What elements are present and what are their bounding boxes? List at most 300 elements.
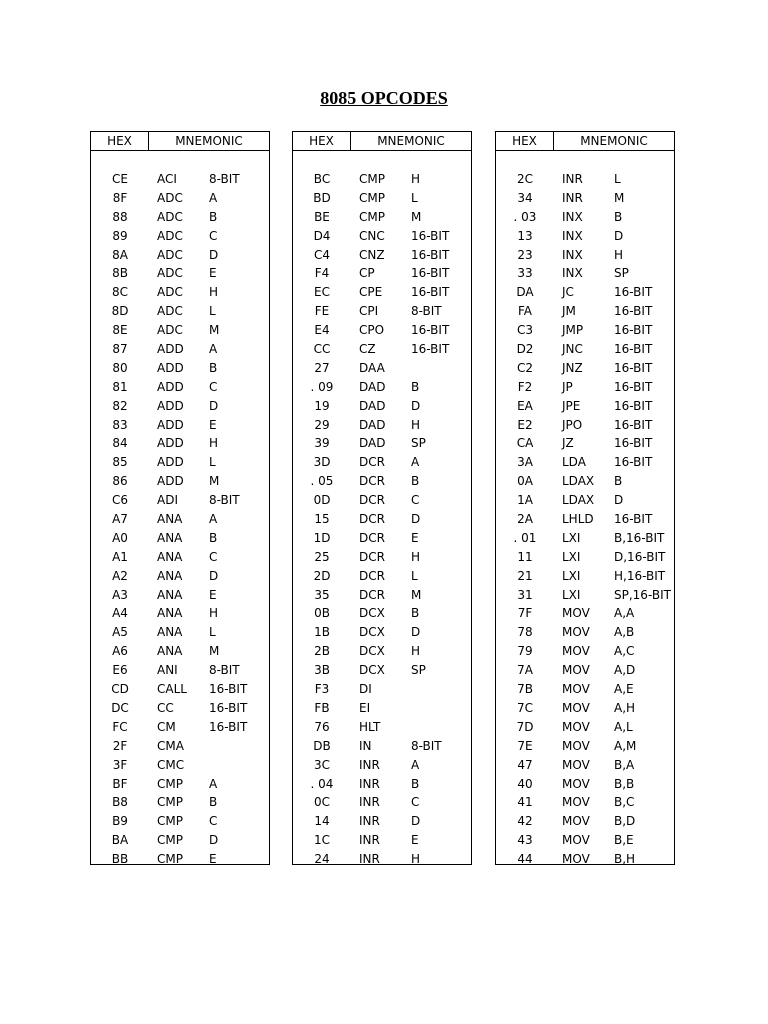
mnemonic: ANA (157, 568, 183, 583)
header-mnemonic: MNEMONIC (175, 134, 243, 148)
hex-code: 33 (517, 266, 533, 281)
mnemonic: CMP (359, 190, 385, 205)
table-row (496, 246, 674, 265)
operand: H (411, 417, 421, 432)
operand: 16-BIT (411, 323, 450, 338)
hex-code: 8F (112, 190, 128, 205)
mnemonic: MOV (562, 625, 590, 640)
operand: B (614, 474, 623, 489)
hex-code: A2 (112, 568, 128, 583)
hex-code: 19 (314, 398, 330, 413)
operand: L (209, 304, 216, 319)
operand: 16-BIT (614, 417, 653, 432)
mnemonic: ADD (157, 379, 184, 394)
table-row (91, 812, 269, 831)
mnemonic: INR (562, 172, 583, 186)
page-title: 8085 OPCODES (320, 88, 448, 108)
table-row (91, 850, 269, 869)
mnemonic: ADC (157, 190, 183, 205)
mnemonic: JZ (562, 436, 574, 451)
operand: A,M (614, 738, 637, 753)
operand: A (209, 512, 218, 527)
hex-code: 80 (112, 360, 128, 375)
mnemonic: CNZ (359, 247, 385, 262)
mnemonic: CMP (157, 814, 183, 829)
mnemonic: DCX (359, 663, 385, 678)
table-row (91, 718, 269, 737)
hex-code: 8B (112, 266, 128, 281)
table-row (91, 529, 269, 548)
table-row (293, 642, 471, 661)
operand: D (411, 398, 421, 413)
operand: M (411, 587, 422, 602)
operand: E (209, 266, 217, 281)
hex-code: 2A (517, 512, 533, 527)
hex-code: 8D (111, 304, 129, 319)
table-row (91, 321, 269, 340)
operand: M (411, 209, 422, 224)
table-row (496, 302, 674, 321)
table-row (293, 472, 471, 491)
hex-code: 7C (516, 700, 533, 715)
hex-code: 0C (313, 795, 330, 810)
hex-code: CA (516, 436, 534, 451)
hex-code: EC (314, 285, 330, 300)
table-row (496, 529, 674, 548)
operand: 16-BIT (614, 323, 653, 338)
hex-code: 2C (516, 172, 533, 186)
operand: 16-BIT (209, 700, 248, 715)
table-row (293, 321, 471, 340)
hex-code: 86 (112, 474, 128, 489)
hex-code: D2 (516, 342, 534, 357)
operand: B (411, 474, 420, 489)
operand: B (209, 530, 218, 545)
operand: H (209, 606, 219, 621)
table-row (293, 623, 471, 642)
mnemonic: HLT (359, 719, 381, 734)
table-row (293, 737, 471, 756)
hex-code: 0D (313, 493, 331, 508)
table-row (293, 359, 471, 378)
operand: 8-BIT (209, 493, 240, 508)
mnemonic: JPO (562, 417, 583, 432)
table-row (496, 812, 674, 831)
operand: A,H (614, 700, 636, 715)
hex-code: BD (313, 190, 331, 205)
table-row (91, 699, 269, 718)
operand: C (411, 795, 420, 810)
hex-code: A5 (112, 625, 128, 640)
hex-code: A1 (112, 549, 128, 564)
table-row (91, 189, 269, 208)
mnemonic: MOV (562, 814, 590, 829)
hex-code: . 03 (513, 209, 537, 224)
hex-code: 35 (314, 587, 330, 602)
operand: B,A (614, 757, 635, 772)
mnemonic: ANA (157, 587, 183, 602)
mnemonic: LDAX (562, 474, 595, 489)
mnemonic: LXI (562, 530, 581, 545)
table-row (91, 434, 269, 453)
table-row (91, 642, 269, 661)
operand: 16-BIT (209, 719, 248, 734)
hex-code: CE (112, 172, 128, 186)
operand: A,C (614, 644, 635, 659)
mnemonic: DAA (359, 360, 385, 375)
table-row (91, 472, 269, 491)
table-body (496, 170, 674, 869)
table-row (496, 359, 674, 378)
mnemonic: MOV (562, 757, 590, 772)
mnemonic: MOV (562, 644, 590, 659)
hex-code: 31 (517, 587, 533, 602)
header-mnemonic: MNEMONIC (377, 134, 445, 148)
operand: 16-BIT (614, 304, 653, 319)
operand: SP (411, 663, 426, 678)
operand: C (209, 228, 218, 243)
hex-code: 21 (517, 568, 533, 583)
hex-code: 7A (517, 663, 533, 678)
operand: B (209, 209, 218, 224)
hex-code: 85 (112, 455, 128, 470)
hex-code: D4 (313, 228, 331, 243)
mnemonic: DAD (359, 436, 386, 451)
mnemonic: INX (562, 266, 583, 281)
operand: D (614, 493, 624, 508)
table-row (91, 510, 269, 529)
hex-code: C4 (313, 247, 330, 262)
mnemonic: LXI (562, 549, 581, 564)
operand: D (411, 512, 421, 527)
hex-code: 23 (517, 247, 533, 262)
hex-code: C3 (516, 323, 533, 338)
table-row (496, 756, 674, 775)
hex-code: . 04 (310, 776, 334, 791)
operand: M (209, 323, 220, 338)
operand: 16-BIT (411, 266, 450, 281)
operand: A (411, 757, 420, 772)
table-row (293, 434, 471, 453)
hex-code: 3F (112, 757, 128, 772)
table-row (496, 416, 674, 435)
operand: M (209, 474, 220, 489)
mnemonic: ANA (157, 530, 183, 545)
table-row (496, 321, 674, 340)
operand: D (411, 625, 421, 640)
table-row (496, 434, 674, 453)
table-row (496, 453, 674, 472)
hex-code: A0 (112, 530, 128, 545)
mnemonic: JPE (562, 398, 581, 413)
table-row (496, 510, 674, 529)
table-row (293, 170, 471, 189)
table-row (91, 208, 269, 227)
operand: C (209, 814, 218, 829)
table-row (91, 793, 269, 812)
table-row (91, 397, 269, 416)
table-header (293, 132, 471, 151)
hex-code: 41 (517, 795, 533, 810)
operand: B,E (614, 833, 634, 848)
table-row (293, 831, 471, 850)
table-row (91, 586, 269, 605)
operand: B,H (614, 852, 636, 867)
mnemonic: CMP (157, 852, 183, 867)
table-row (496, 604, 674, 623)
table-row (91, 548, 269, 567)
operand: H (411, 644, 421, 659)
mnemonic: CMP (157, 776, 183, 791)
mnemonic: CPE (359, 285, 383, 300)
table-row (496, 661, 674, 680)
table-row (496, 208, 674, 227)
table-row (91, 775, 269, 794)
table-row (496, 567, 674, 586)
operand: A (411, 455, 420, 470)
hex-code: 8A (112, 247, 128, 262)
table-row (496, 793, 674, 812)
mnemonic: INR (359, 833, 380, 848)
operand: 16-BIT (614, 398, 653, 413)
mnemonic: DAD (359, 417, 386, 432)
hex-code: 47 (517, 757, 533, 772)
hex-code: 1A (517, 493, 533, 508)
table-body (91, 170, 269, 869)
operand: A,E (614, 682, 634, 697)
operand: D (209, 833, 219, 848)
table-row (496, 264, 674, 283)
table-row (91, 567, 269, 586)
hex-code: . 05 (310, 474, 334, 489)
mnemonic: EI (359, 700, 371, 715)
mnemonic: MOV (562, 700, 590, 715)
table-row (496, 283, 674, 302)
operand: A,B (614, 625, 635, 640)
table-row (91, 378, 269, 397)
hex-code: 82 (112, 398, 128, 413)
hex-code: 42 (517, 814, 533, 829)
hex-code: E6 (112, 663, 128, 678)
operand: H (209, 285, 219, 300)
mnemonic: INX (562, 247, 583, 262)
hex-code: DA (516, 285, 534, 300)
table-row (91, 359, 269, 378)
table-row (496, 850, 674, 869)
table-row (293, 793, 471, 812)
operand: A (209, 776, 218, 791)
hex-code: F4 (314, 266, 330, 281)
table-row (496, 831, 674, 850)
operand: 16-BIT (614, 512, 653, 527)
hex-code: 43 (517, 833, 533, 848)
hex-code: 3D (313, 455, 331, 470)
mnemonic: JM (562, 304, 576, 319)
operand: M (614, 190, 625, 205)
hex-code: 79 (517, 644, 533, 659)
operand: E (209, 417, 217, 432)
hex-code: . 09 (310, 379, 334, 394)
hex-code: 8C (111, 285, 128, 300)
mnemonic: JMP (562, 323, 584, 338)
table-row (293, 775, 471, 794)
mnemonic: CMP (359, 209, 385, 224)
operand: L (411, 190, 418, 205)
mnemonic: DCR (359, 512, 385, 527)
operand: 8-BIT (411, 304, 442, 319)
hex-code: 76 (314, 719, 330, 734)
table-row (91, 453, 269, 472)
mnemonic: IN (359, 738, 372, 753)
hex-code: A4 (112, 606, 128, 621)
operand: 8-BIT (209, 663, 240, 678)
header-hex: HEX (91, 132, 149, 150)
mnemonic: JNC (562, 342, 583, 357)
table-row (293, 850, 471, 869)
operand: E (411, 530, 419, 545)
table-row (91, 302, 269, 321)
mnemonic: JNZ (562, 360, 583, 375)
hex-code: CC (313, 342, 331, 357)
operand: E (209, 852, 217, 867)
mnemonic: ADC (157, 228, 183, 243)
mnemonic: CMP (359, 172, 385, 186)
mnemonic: LXI (562, 587, 581, 602)
operand: D,16-BIT (614, 549, 666, 564)
hex-code: 2F (112, 738, 128, 753)
mnemonic: MOV (562, 833, 590, 848)
mnemonic: CP (359, 266, 375, 281)
table-row (91, 623, 269, 642)
mnemonic: DCR (359, 587, 385, 602)
operand: D (209, 398, 219, 413)
hex-code: 2D (313, 568, 331, 583)
table-row (293, 510, 471, 529)
mnemonic: INR (359, 814, 380, 829)
hex-code: A3 (112, 587, 128, 602)
table-body (293, 170, 471, 869)
operand: SP (614, 266, 629, 281)
hex-code: F3 (314, 682, 330, 697)
hex-code: 1C (313, 833, 330, 848)
hex-code: BF (112, 776, 128, 791)
mnemonic: LHLD (562, 512, 594, 527)
mnemonic: ADI (157, 493, 178, 508)
hex-code: 27 (314, 360, 330, 375)
operand: H (209, 436, 219, 451)
table-row (293, 756, 471, 775)
hex-code: 84 (112, 436, 128, 451)
hex-code: 87 (112, 342, 128, 357)
hex-code: 7E (517, 738, 533, 753)
hex-code: 1B (314, 625, 330, 640)
mnemonic: LDAX (562, 493, 595, 508)
table-row (496, 170, 674, 189)
operand: SP,16-BIT (614, 587, 671, 602)
hex-code: 25 (314, 549, 330, 564)
hex-code: BA (111, 833, 129, 848)
operand: 8-BIT (209, 172, 240, 186)
header-hex: HEX (496, 132, 554, 150)
header-mnemonic: MNEMONIC (580, 134, 648, 148)
operand: 16-BIT (411, 247, 450, 262)
hex-code: 88 (112, 209, 128, 224)
hex-code: 2B (314, 644, 330, 659)
mnemonic: ADC (157, 247, 183, 262)
hex-code: E4 (314, 323, 330, 338)
mnemonic: ADC (157, 304, 183, 319)
operand: SP (411, 436, 426, 451)
table-row (91, 831, 269, 850)
mnemonic: INR (359, 852, 380, 867)
mnemonic: MOV (562, 682, 590, 697)
operand: A,D (614, 663, 636, 678)
table-row (293, 491, 471, 510)
table-row (293, 661, 471, 680)
hex-code: 15 (314, 512, 330, 527)
header-hex: HEX (293, 132, 351, 150)
mnemonic: MOV (562, 606, 590, 621)
mnemonic: DCR (359, 568, 385, 583)
table-row (293, 548, 471, 567)
hex-code: 7D (516, 719, 534, 734)
operand: D (411, 814, 421, 829)
table-row (293, 416, 471, 435)
table-row (91, 246, 269, 265)
mnemonic: ADD (157, 398, 184, 413)
hex-code: 7B (517, 682, 533, 697)
table-row (496, 491, 674, 510)
hex-code: F2 (517, 379, 533, 394)
mnemonic: ANA (157, 625, 183, 640)
operand: 16-BIT (614, 455, 653, 470)
hex-code: 44 (517, 852, 533, 867)
mnemonic: ACI (157, 172, 177, 186)
mnemonic: ADC (157, 285, 183, 300)
hex-code: 7F (517, 606, 533, 621)
operand: 16-BIT (614, 342, 653, 357)
hex-code: A7 (112, 512, 128, 527)
table-row (91, 661, 269, 680)
mnemonic: ADD (157, 455, 184, 470)
hex-code: BB (111, 852, 129, 867)
operand: H (411, 549, 421, 564)
table-row (496, 737, 674, 756)
mnemonic: DAD (359, 379, 386, 394)
mnemonic: ADD (157, 474, 184, 489)
operand: B (209, 360, 218, 375)
mnemonic: ADD (157, 417, 184, 432)
table-row (496, 548, 674, 567)
hex-code: E2 (517, 417, 533, 432)
hex-code: FE (314, 304, 330, 319)
mnemonic: DCR (359, 474, 385, 489)
table-row (91, 604, 269, 623)
table-row (496, 586, 674, 605)
mnemonic: ANA (157, 549, 183, 564)
table-row (293, 604, 471, 623)
table-row (91, 756, 269, 775)
hex-code: CD (111, 682, 129, 697)
table-row (293, 718, 471, 737)
operand: D (614, 228, 624, 243)
table-row (91, 170, 269, 189)
operand: 16-BIT (614, 285, 653, 300)
mnemonic: INR (359, 795, 380, 810)
operand: A (209, 342, 218, 357)
hex-code: 1D (313, 530, 331, 545)
hex-code: EA (517, 398, 533, 413)
